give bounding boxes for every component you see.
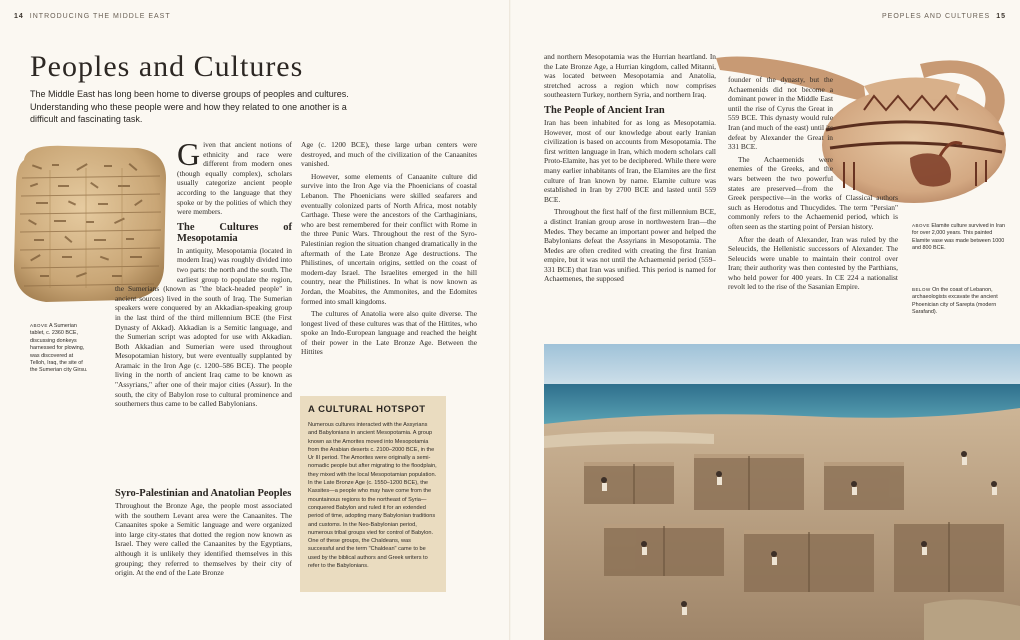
vase-caption bbox=[912, 222, 1010, 253]
page-title: Peoples and Cultures bbox=[30, 50, 304, 83]
intro-paragraph: iven that ancient notions of ethnicity and race were different from modern ones (though equally complex), scholars usually categorize ancient people according to the language that they spoke or by the polities of which they were members. bbox=[177, 140, 292, 217]
iran-paragraph-2: Throughout the first half of the first millennium BCE, a distinct Iranian group arose in northwestern Iran—the Medes. They became an important power and helped the Babylonians defeat the Assyrians in Mesopotamia. The Medes are often credited with creating the first Iranian empire, but it was not until the Achaemenid period (559–331 BCE) that Iran was unified. This period is named for Achaemenes, the supposed bbox=[544, 207, 716, 284]
site-caption-tag: BELOW bbox=[912, 287, 931, 292]
iran-paragraph-1: Iran has been inhabited for as long as Mesopotamia. However, most of our knowledge about early Iranian civilization is based on accounts from Mesopotamia. The first written language in Iran, which modern scholars call Proto-Elamite, has yet to be deciphered. While there were many earlier inhabitants of Iran, the Elamites are the first culture of Iran known by name. Elamite culture was established in Iran by 2700 BCE and lasted until 559 BCE. bbox=[544, 117, 716, 204]
drop-cap: G bbox=[177, 136, 201, 172]
vase-caption-tag: ABOVE bbox=[912, 223, 930, 228]
column-3 bbox=[544, 52, 716, 287]
left-page-number: 14 bbox=[14, 13, 24, 20]
column-2-paragraph-1: Age (c. 1200 BCE), these large urban centers were destroyed, and much of the civilization of the Canaanites vanished. bbox=[301, 140, 477, 169]
column-4 bbox=[728, 75, 898, 295]
mesopotamia-paragraph: In antiquity, Mesopotamia (located in modern Iraq) was roughly divided into two parts: the north and the south. The earliest group to populate the region, the Sumerians (known as "the black-headed people" in ancient sources) lived in the south of Iraq. The Sumerian speakers were conquered by an Akkadian-speaking group in the last third of the third millennium BCE (the First Dynasty of Akkad). Akkadian is a Semitic language, and the Sumerian script was adopted for use with Akkadian. Both Akkadian and Sumerian were used throughout Mesopotamian history, but were eventually supplanted by Aramaic in the Iron Age (c. 1200–586 BCE). The people living in the north of ancient Iraq came to be known as "Assyrians," after one of their major cities (Assur). In the south, the city of Babylon rose to cultural prominence and southerners thus came to be called Babylonians. bbox=[115, 245, 292, 409]
column-2-paragraph-3: The cultures of Anatolia were also quite diverse. The longest lived of these cultures was that of the Hittites, who spoke an Indo-European language and reached the height of their power in the Late Bronze Age. Between the Hittites bbox=[301, 309, 477, 357]
heading-people-of-ancient-iran: The People of Ancient Iran bbox=[544, 104, 665, 116]
column-4-paragraph-2: The Achaemenids were enemies of the Greeks, and the wars between the two powerful states are preserved—from the Greek perspective—in the works of Classical authors such as Herodotus and Thucydides. The term "Persian" commonly refers to the Achaemenid period, which is often seen as the starting point of Persian history. bbox=[728, 154, 898, 231]
left-section-title: INTRODUCING THE MIDDLE EAST bbox=[29, 13, 171, 20]
cultural-hotspot-box bbox=[300, 396, 446, 592]
left-running-head bbox=[14, 13, 171, 20]
hotspot-title: A CULTURAL HOTSPOT bbox=[308, 404, 426, 415]
tablet-caption bbox=[30, 322, 90, 375]
column-4-paragraph-1: founder of the dynasty, but the Achaemenids did not become a dominant power in the Middle East until the rise of Cyrus the Great in 559 BCE. This dynasty would rule Iran (and much of the east) until its defeat by Alexander the Great in 331 BCE. bbox=[728, 75, 833, 152]
column-2 bbox=[301, 140, 477, 360]
syro-palestinian-paragraph: Throughout the Bronze Age, the people most associated with the southern Levant area were the Canaanites. The Canaanites spoke a Semitic language and were organized into large city-states that dotted the region now known as Israel. They were called the Canaanites by the Egyptians, although it is unlikely they identified themselves in this grouping; they referred to themselves by their city of origin. At the end of the Late Bronze bbox=[115, 501, 292, 578]
tablet-caption-text: A Sumerian tablet, c. 2360 BCE, discussing donkeys harnessed for plowing, was discovered at Telloh, Iraq, the site of the Sumerian city Girsu. bbox=[30, 323, 88, 374]
column-2-paragraph-2: However, some elements of Canaanite culture did survive into the Iron Age via the Phoenicians of coastal Lebanon. The Phoenicians were skilled seafarers and eventually colonized parts of North Africa, most notably Carthage. These were the ancestors of the Carthaginians, who are best remembered for their conflict with Rome in the three Punic Wars. Throughout the rest of the Syro-Palestinian region the situation changed dramatically in the aftermath of the Late Bronze Age destructions. The Philistines, of uncertain origins, settled on the coast of modern-day Israel. The Israelites emerged in the hill country, near the Philistines. In what is now known as Jordan, the Moabites, the Ammonites, and the Edomites formed into small kingdoms. bbox=[301, 171, 477, 306]
vase-caption-text: Elamite culture survived in Iran for over 2,000 years. This painted Elamite vase was made between 1000 and 800 BCE. bbox=[912, 223, 1006, 252]
right-section-title: PEOPLES AND CULTURES bbox=[882, 13, 991, 20]
column-3-paragraph-1: and northern Mesopotamia was the Hurrian heartland. In the Late Bronze Age, a Hurrian kingdom, called Mitanni, was located between Mesopotamia and Anatolia, stretched across a region which now comprises southeastern Turkey, northern Syria, and northern Iraq. bbox=[544, 52, 716, 100]
heading-cultures-of-mesopotamia: The Cultures of Mesopotamia bbox=[177, 221, 292, 244]
vase-wrap-spacer bbox=[833, 75, 898, 185]
right-page bbox=[510, 0, 1020, 640]
excavation-site-photo bbox=[544, 344, 1020, 640]
hotspot-body: Numerous cultures interacted with the Assyrians and Babylonians in ancient Mesopotamia. A group known as the Amorites moved into Mesopotamia from the Arabian deserts c. 2100–2000 BCE, in the Ur III period. The Amorites were originally a semi-nomadic people but after migrating to the floodplain, they mixed with the local Mesopotamian population. In the Late Bronze Age (c. 1550–1200 BCE), the Kassites—a people who may have come from the mountainous regions to the northeast of Syria—conquered Babylon and ruled it for an extended period of time, adopting many Babylonian traditions and customs. In the Neo-Babylonian period, numerous tribal groups vied for control of Babylon. One of these groups, the Chaldeans, was successful and the term "Chaldean" came to be used by the biblical authors and Greek writers to refer to the Babylonians. bbox=[308, 422, 437, 570]
right-running-head bbox=[882, 13, 1006, 20]
column-4-paragraph-3: After the death of Alexander, Iran was ruled by the Seleucids, the Hellenistic successors of Alexander. The Seleucids were unable to maintain their control over Iran; their authority was then contested by the Parthians, who held power for 400 years. In CE 224 a nationalist revolt led to the rise of the Sasanian Empire. bbox=[728, 234, 898, 292]
tablet-wrap-spacer bbox=[115, 140, 177, 282]
site-caption-text: On the coast of Lebanon, archaeologists excavate the ancient Phoenician city of Sarepta (modern Sarafand). bbox=[912, 287, 998, 316]
heading-syro-palestinian: Syro-Palestinian and Anatolian Peoples bbox=[115, 488, 292, 499]
right-page-number: 15 bbox=[996, 13, 1006, 20]
site-caption bbox=[912, 286, 1010, 317]
column-1 bbox=[115, 136, 292, 412]
lede-paragraph: The Middle East has long been home to diverse groups of peoples and cultures. Understanding who these people were and how they related to one another is a difficult and fascinating task. bbox=[30, 89, 349, 124]
tablet-caption-tag: ABOVE bbox=[30, 323, 48, 328]
column-1-lower bbox=[115, 483, 292, 581]
